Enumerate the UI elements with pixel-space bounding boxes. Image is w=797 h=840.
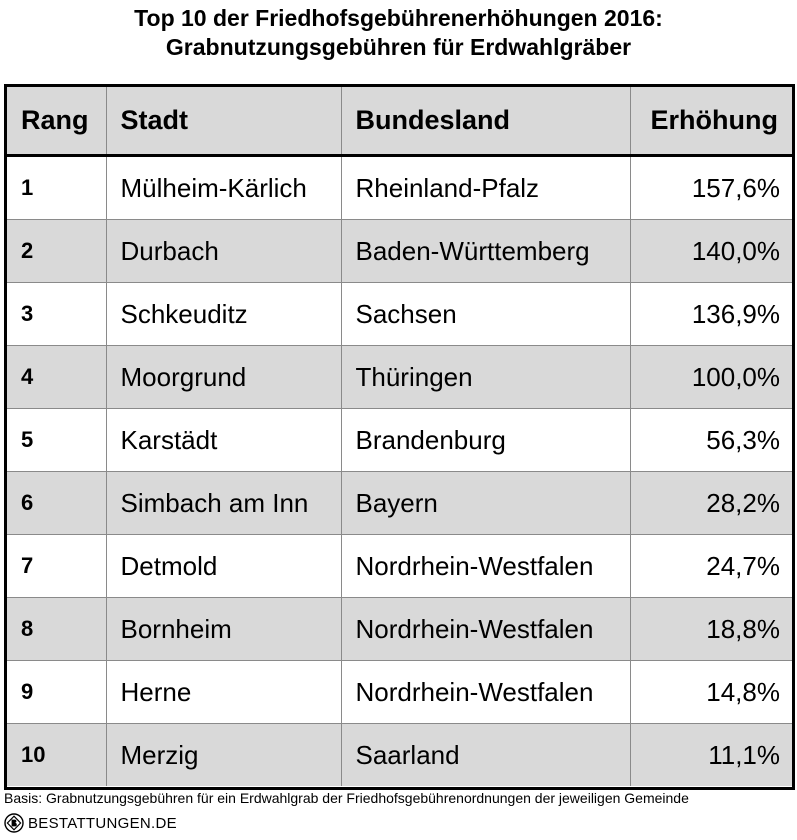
cell-rank: 9	[7, 661, 106, 724]
table-header-row	[7, 87, 792, 156]
cell-city: Mülheim-Kärlich	[106, 156, 341, 220]
title-line-1: Top 10 der Friedhofsgebührenerhöhungen 2016:	[134, 5, 663, 31]
page-title	[0, 4, 797, 62]
table-row	[7, 346, 792, 409]
table-row	[7, 220, 792, 283]
cell-state: Nordrhein-Westfalen	[341, 661, 630, 724]
cell-increase: 11,1%	[630, 724, 792, 787]
cell-increase: 136,9%	[630, 283, 792, 346]
cell-increase: 24,7%	[630, 535, 792, 598]
cell-rank: 4	[7, 346, 106, 409]
cell-increase: 56,3%	[630, 409, 792, 472]
cell-increase: 28,2%	[630, 472, 792, 535]
cell-state: Rheinland-Pfalz	[341, 156, 630, 220]
title-line-2: Grabnutzungsgebühren für Erdwahlgräber	[165, 34, 632, 60]
table-row	[7, 409, 792, 472]
header-rank: Rang	[7, 87, 106, 156]
cell-city: Karstädt	[106, 409, 341, 472]
cell-rank: 1	[7, 156, 106, 220]
cell-city: Moorgrund	[106, 346, 341, 409]
table-row	[7, 283, 792, 346]
cell-state: Nordrhein-Westfalen	[341, 535, 630, 598]
cell-state: Bayern	[341, 472, 630, 535]
cell-rank: 6	[7, 472, 106, 535]
cell-state: Baden-Württemberg	[341, 220, 630, 283]
cell-increase: 14,8%	[630, 661, 792, 724]
cell-city: Detmold	[106, 535, 341, 598]
cell-rank: 7	[7, 535, 106, 598]
brand-footer	[4, 812, 177, 834]
brand-name: BESTATTUNGEN.DE	[28, 814, 177, 832]
cell-city: Herne	[106, 661, 341, 724]
cell-state: Brandenburg	[341, 409, 630, 472]
cell-city: Bornheim	[106, 598, 341, 661]
cell-city: Merzig	[106, 724, 341, 787]
header-city: Stadt	[106, 87, 341, 156]
cell-city: Durbach	[106, 220, 341, 283]
cell-city: Schkeuditz	[106, 283, 341, 346]
cell-rank: 2	[7, 220, 106, 283]
cell-increase: 100,0%	[630, 346, 792, 409]
table-row	[7, 724, 792, 787]
bestattungen-logo-icon	[4, 813, 24, 833]
cell-rank: 3	[7, 283, 106, 346]
cell-state: Saarland	[341, 724, 630, 787]
table-row	[7, 598, 792, 661]
source-note: Basis: Grabnutzungsgebühren für ein Erdwahlgrab der Friedhofsgebührenordnungen der jeweiligen Gemeinde	[4, 790, 689, 806]
table-row	[7, 156, 792, 220]
cell-increase: 18,8%	[630, 598, 792, 661]
cell-rank: 10	[7, 724, 106, 787]
cell-rank: 8	[7, 598, 106, 661]
header-increase: Erhöhung	[630, 87, 792, 156]
cell-state: Nordrhein-Westfalen	[341, 598, 630, 661]
header-state: Bundesland	[341, 87, 630, 156]
cell-state: Thüringen	[341, 346, 630, 409]
cell-rank: 5	[7, 409, 106, 472]
table-row	[7, 535, 792, 598]
ranking-table-frame	[4, 84, 795, 790]
table-row	[7, 472, 792, 535]
cell-city: Simbach am Inn	[106, 472, 341, 535]
ranking-table	[7, 87, 792, 786]
cell-increase: 140,0%	[630, 220, 792, 283]
cell-increase: 157,6%	[630, 156, 792, 220]
table-row	[7, 661, 792, 724]
cell-state: Sachsen	[341, 283, 630, 346]
